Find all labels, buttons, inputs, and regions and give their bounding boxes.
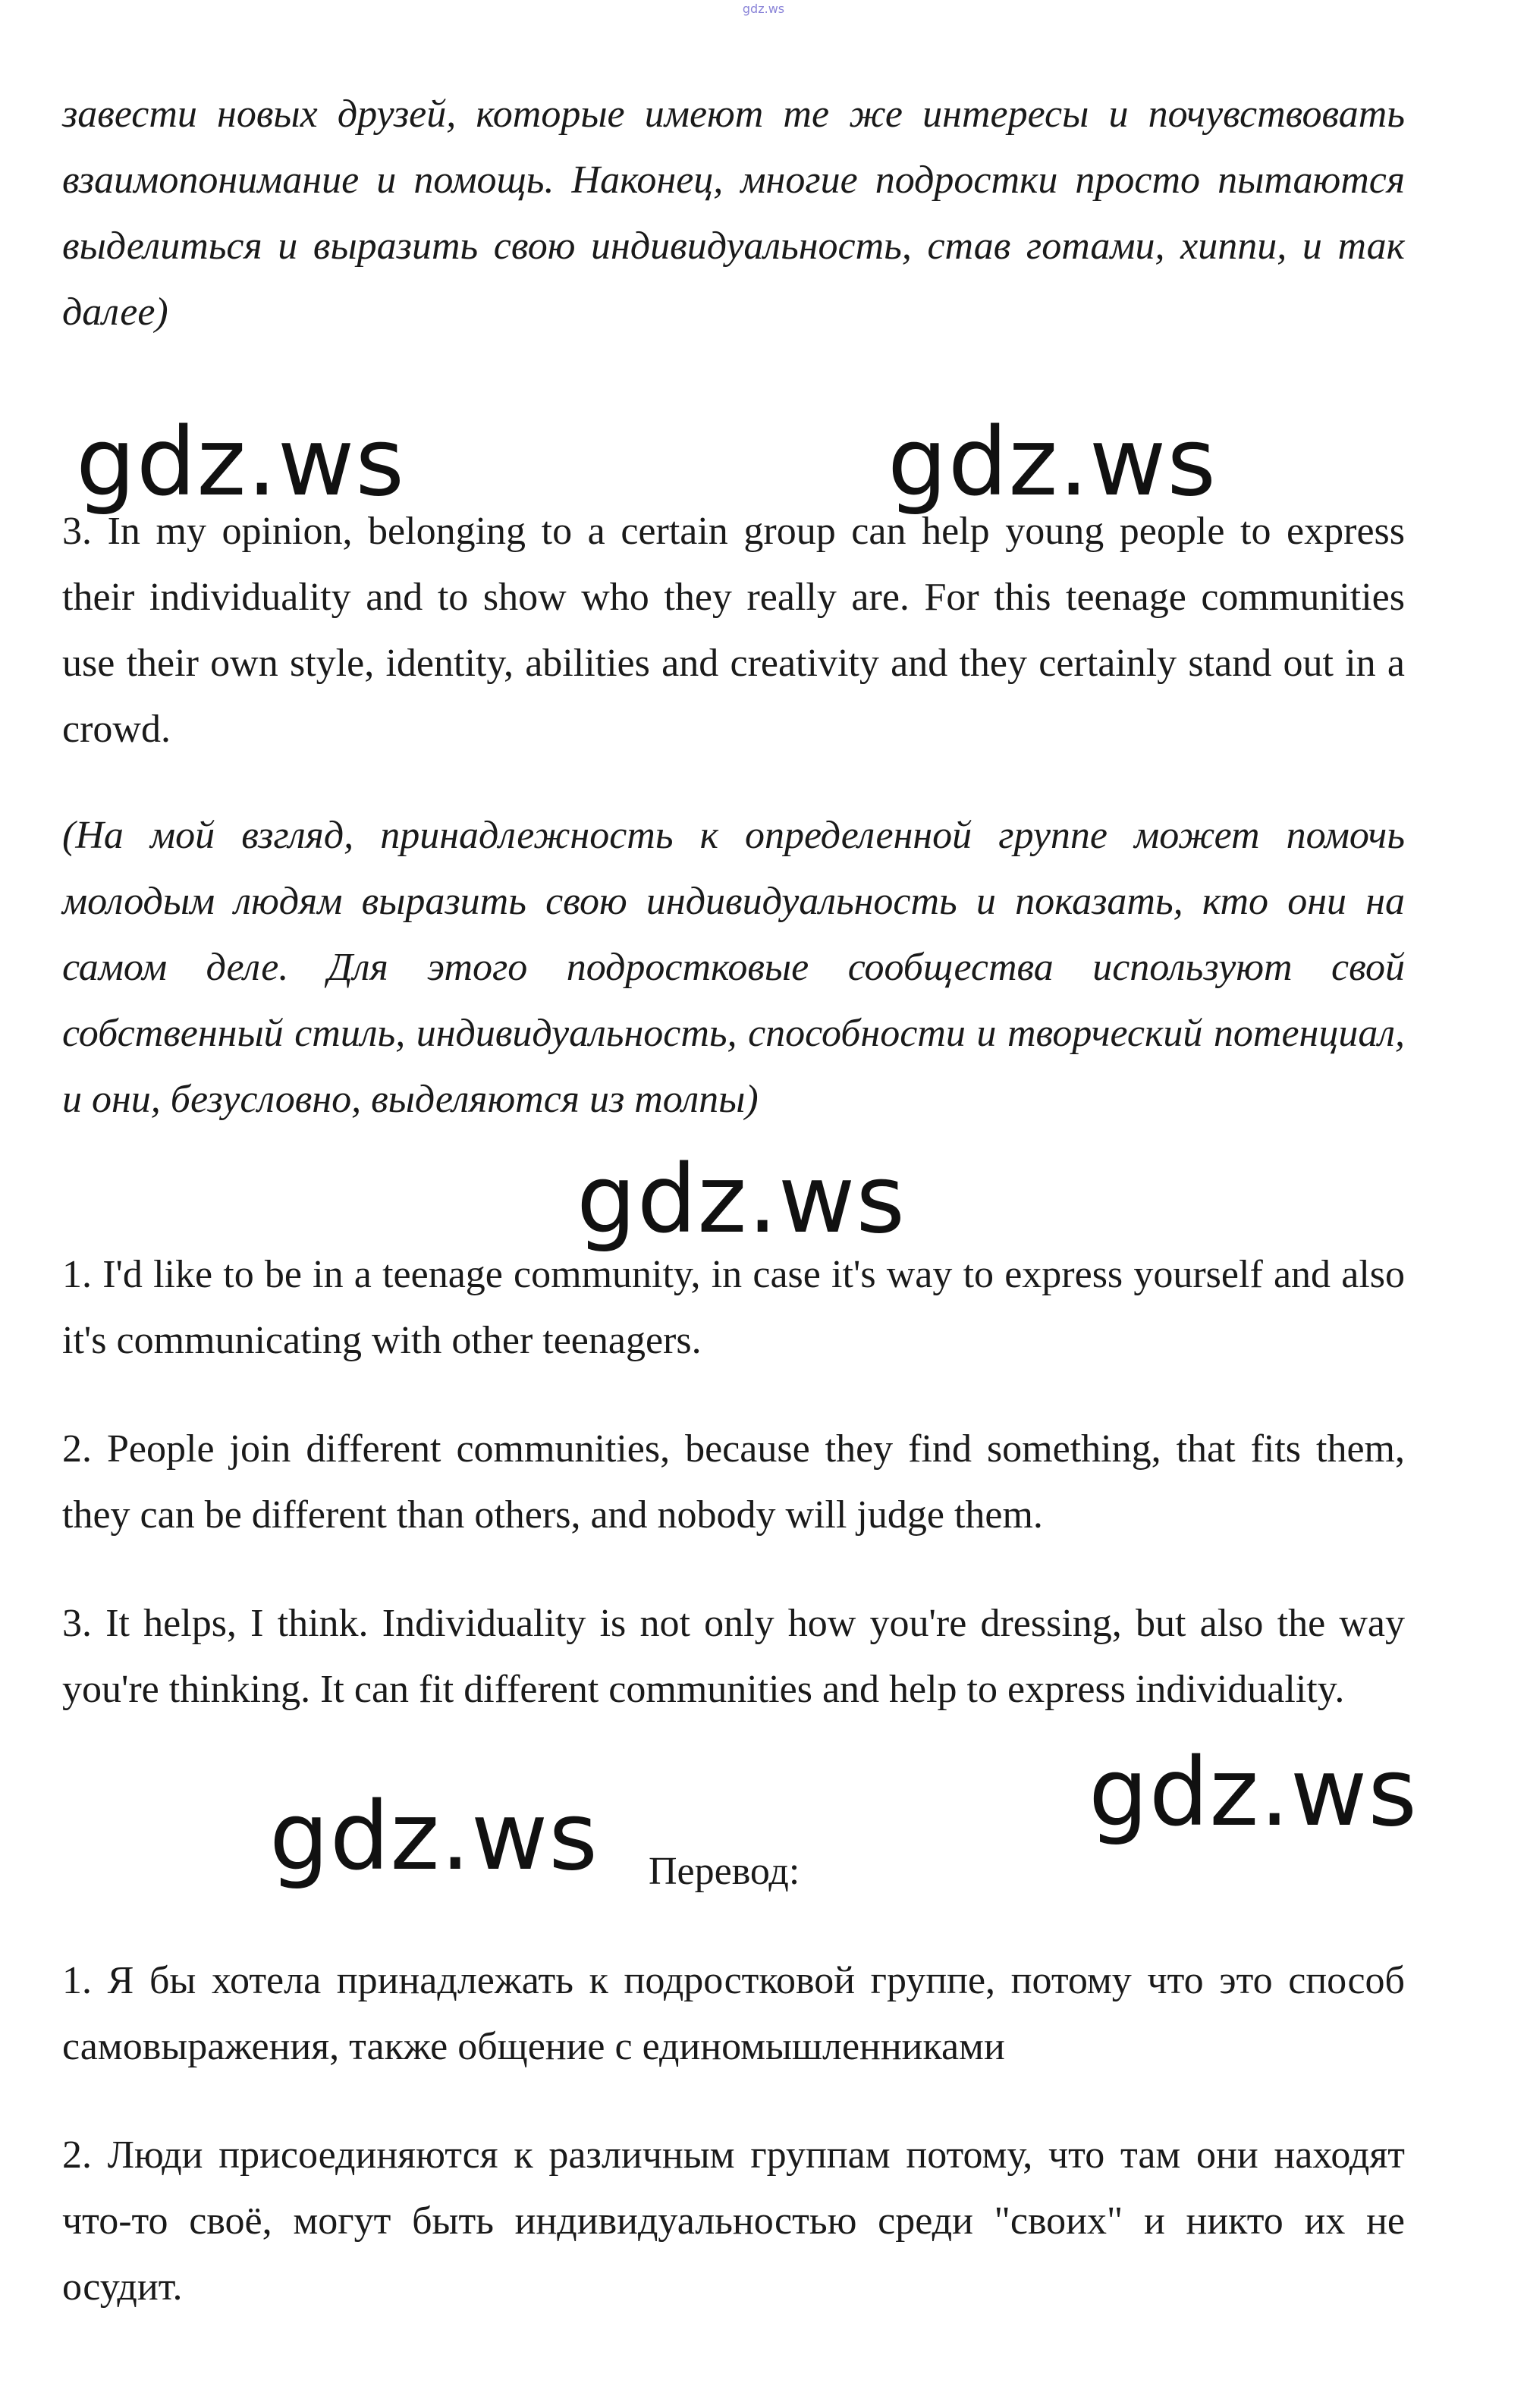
paragraph-russian-continuation: завести новых друзей, которые имеют те же интересы и почувствовать взаимопонимание и помощь. Наконец, многие подростки просто пытаются выделиться и выразить свою индивидуальность, став готами, хиппи, и так далее) xyxy=(62,93,1405,334)
paragraph-answer-3-translation: (На мой взгляд, принадлежность к определенной группе может помочь молодым людям выразить свою индивидуальность и показать, кто они на самом деле. Для этого подростковые сообщества используют свой собственный стиль, индивидуальность, способности и творческий потенциал, и они, безусловно, выделяются из толпы) xyxy=(62,814,1405,1121)
watermark-3: gdz.ws xyxy=(577,1145,906,1254)
paragraph-answer-3-english: 3. In my opinion, belonging to a certain group can help young people to express their individuality and to show who they really are. For this teenage communities use their own style, identity, abilities and creativity and they certainly stand out in a crowd. xyxy=(62,510,1405,751)
translation-heading: Перевод: xyxy=(649,1850,800,1893)
paragraph-opinion-2: 2. People join different communities, because they find something, that fits them, they can be different than others, and nobody will judge them. xyxy=(62,1427,1405,1537)
paragraph-translation-2: 2. Люди присоединяются к различным группам потому, что там они находят что-то своё, могут быть индивидуальностью среди "своих" и никто их не осудит. xyxy=(62,2133,1405,2309)
paragraph-opinion-1: 1. I'd like to be in a teenage community, in case it's way to express yourself and also it's communicating with other teenagers. xyxy=(62,1253,1405,1362)
watermark-4: gdz.ws xyxy=(1089,1738,1418,1848)
paragraph-opinion-3: 3. It helps, I think. Individuality is not only how you're dressing, but also the way you're thinking. It can fit different communities and help to express individuality. xyxy=(62,1602,1405,1711)
watermark-5: gdz.ws xyxy=(269,1782,599,1892)
header-watermark: gdz.ws xyxy=(742,2,785,16)
paragraph-translation-1: 1. Я бы хотела принадлежать к подростковой группе, потому что это способ самовыражения, также общение с единомышленниками xyxy=(62,1959,1405,2068)
watermark-2: gdz.ws xyxy=(888,408,1217,517)
watermark-1: gdz.ws xyxy=(76,408,405,517)
